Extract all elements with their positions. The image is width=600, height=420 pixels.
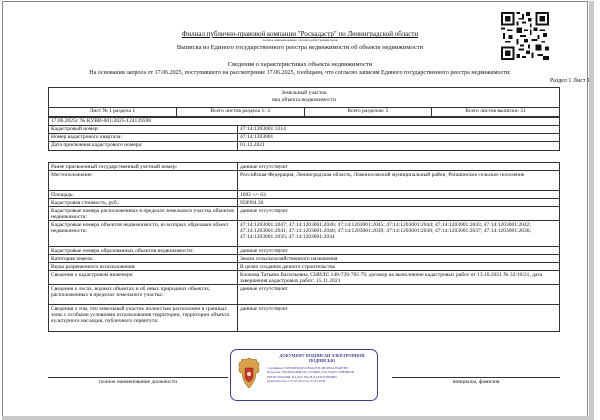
field-value: Российская Федерация, Ленинградская область, Ломоносовский муниципальный район, Ропшинское сельское поселение bbox=[240, 171, 525, 178]
details-table bbox=[48, 162, 560, 332]
field-label: Сведения о лесах, водных объектах и об иных природных объектах, расположенных в пределах земельного участка: bbox=[49, 285, 238, 304]
table-row bbox=[49, 171, 559, 191]
field-value: 1092 +/- 63 bbox=[240, 191, 266, 198]
field-value: 47:14:1203001 bbox=[240, 134, 274, 140]
field-label: Ранее присвоенный государственный учетный номер: bbox=[49, 163, 238, 170]
table-row bbox=[49, 247, 559, 255]
section-label: Раздел 1 Лист 1 bbox=[549, 78, 590, 84]
identification-table bbox=[48, 117, 560, 151]
table-row bbox=[49, 305, 559, 331]
field-value: 47:14:1203001:2047; 47:14:1203001:2046; 47:14:1203001:2045; 47:14:1203001:2044; 47:14:1203001:2043; 47:14:1203001:2042; 47:14:1203001:2041; 47:14:1203001:2040; 47:14:1203001:2039; 47:14:1203001:2038; 47:14:1203001:2037; 47:14:1203001:2036; 47:14:1203001:2035; 47:14:1203001:2034 bbox=[240, 221, 532, 240]
validity-line: Действителен: с 07.05.2025 по 31.07.2026 bbox=[267, 378, 326, 383]
field-value: 47:14:1203001:3314 bbox=[240, 126, 286, 132]
sheet-number: Лист № 1 раздела 1 bbox=[49, 108, 177, 116]
extract-title: Выписка из Единого государственного реестра недвижимости об объекте недвижимости bbox=[176, 44, 424, 51]
field-label: Кадастровые номера объектов недвижимости, из которых образован объект недвижимости: bbox=[49, 221, 238, 246]
table-row bbox=[49, 134, 559, 142]
field-value: данные отсутствуют bbox=[240, 247, 288, 254]
e-signature-stamp bbox=[230, 349, 378, 401]
request-basis: На основании запроса от 17.06.2025, поступившего на рассмотрение 17.06.2025, сообщаем, что согласно записям Единого государственного реестра недвижимости: bbox=[89, 70, 511, 76]
field-value: Земли сельскохозяйственного назначения bbox=[240, 255, 338, 262]
owner-line-2: РЕГИСТРАЦИИ, КАДАСТРА И КАРТОГРАФИИ bbox=[267, 374, 337, 379]
field-label: Кадастровые номера образованных объектов недвижимости: bbox=[49, 247, 238, 254]
page-shadow-bottom bbox=[2, 416, 594, 420]
object-type: Земельный участок bbox=[281, 90, 327, 96]
position-caption: полное наименование должности bbox=[98, 379, 178, 385]
agency-name: Филиал публично-правовой компании "Роскадастр" по Ленинградской области bbox=[181, 30, 419, 38]
table-row bbox=[49, 255, 559, 263]
certificate-line: Сертификат: 00ED6F9C6E31B6A1E3C4B19E4A39AB7B0 bbox=[267, 366, 348, 370]
name-line bbox=[392, 377, 560, 378]
field-value: данные отсутствуют bbox=[240, 285, 288, 292]
table-row bbox=[49, 221, 559, 247]
field-label: Площадь: bbox=[49, 191, 238, 198]
table-row bbox=[49, 191, 559, 199]
field-label: Кадастровый номер: bbox=[49, 126, 238, 133]
table-row bbox=[49, 263, 559, 271]
position-line bbox=[48, 377, 228, 378]
table-row bbox=[49, 163, 559, 171]
object-type-row bbox=[49, 88, 559, 108]
table-row bbox=[49, 142, 559, 150]
sheet-counts-row bbox=[49, 108, 559, 116]
emblem-icon bbox=[236, 356, 262, 390]
request-number: 17.06.2025г. № КУВИ-001/2025-124139598 bbox=[49, 118, 559, 126]
owner-line: Владелец: ФЕДЕРАЛЬНАЯ СЛУЖБА ГОСУДАРСТВЕННОЙ bbox=[267, 370, 355, 375]
field-label: Виды разрешенного использования: bbox=[49, 263, 238, 270]
sheets-total: Всего листов выписки: 51 bbox=[465, 108, 526, 114]
sections-total: Всего разделов: 5 bbox=[305, 108, 433, 116]
sheets-in-section: Всего листов раздела 1: 3 bbox=[177, 108, 305, 116]
field-label: Дата присвоения кадастрового номера: bbox=[49, 142, 238, 150]
name-caption: инициалы, фамилия bbox=[452, 379, 500, 385]
field-value: данные отсутствуют bbox=[240, 207, 288, 214]
table-row bbox=[49, 126, 559, 134]
field-value: данные отсутствуют bbox=[240, 305, 288, 312]
field-label: Сведения о кадастровом инженере: bbox=[49, 271, 238, 284]
field-value: В целях создания дачного строительства bbox=[240, 263, 336, 270]
field-label: Местоположение: bbox=[49, 171, 238, 190]
agency-caption: полное наименование органа регистрации прав bbox=[262, 38, 338, 42]
field-value: Клокова Татьяна Васильевна, СНИЛС 140-739-705 79, договор на выполнение кадастровых работ от 13.10.2021 № 32/10/21, дата завершения кадастровых работ: 15.11.2021 bbox=[240, 271, 543, 284]
table-row bbox=[49, 199, 559, 207]
field-label: Кадастровые номера расположенных в пределах земельного участка объектов недвижимости: bbox=[49, 207, 238, 220]
qr-code-icon bbox=[501, 12, 549, 60]
field-value: 01.12.2021 bbox=[240, 142, 265, 148]
field-label: Кадастровая стоимость, руб.: bbox=[49, 199, 238, 206]
table-row bbox=[49, 207, 559, 221]
field-label: Номер кадастрового квартала: bbox=[49, 134, 238, 141]
sheet-title: Сведения о характеристиках объекта недвижимости bbox=[227, 61, 373, 68]
signature-details bbox=[267, 366, 375, 383]
object-type-box bbox=[48, 87, 560, 117]
table-row bbox=[49, 271, 559, 285]
table-row bbox=[49, 285, 559, 305]
field-label: Сведения о том, что земельный участок полностью расположен в границах зоны с особыми условиями использования территории, территории объекта культурного наследия, публичного сервитута: bbox=[49, 305, 238, 331]
signature-title: ДОКУМЕНТ ПОДПИСАН ЭЛЕКТРОННОЙ ПОДПИСЬЮ bbox=[279, 353, 365, 363]
field-label: Категория земель: bbox=[49, 255, 238, 262]
field-value: 958994.36 bbox=[240, 199, 264, 206]
field-value: данные отсутствуют bbox=[240, 163, 288, 170]
object-type-caption: вид объекта недвижимости bbox=[272, 97, 336, 103]
